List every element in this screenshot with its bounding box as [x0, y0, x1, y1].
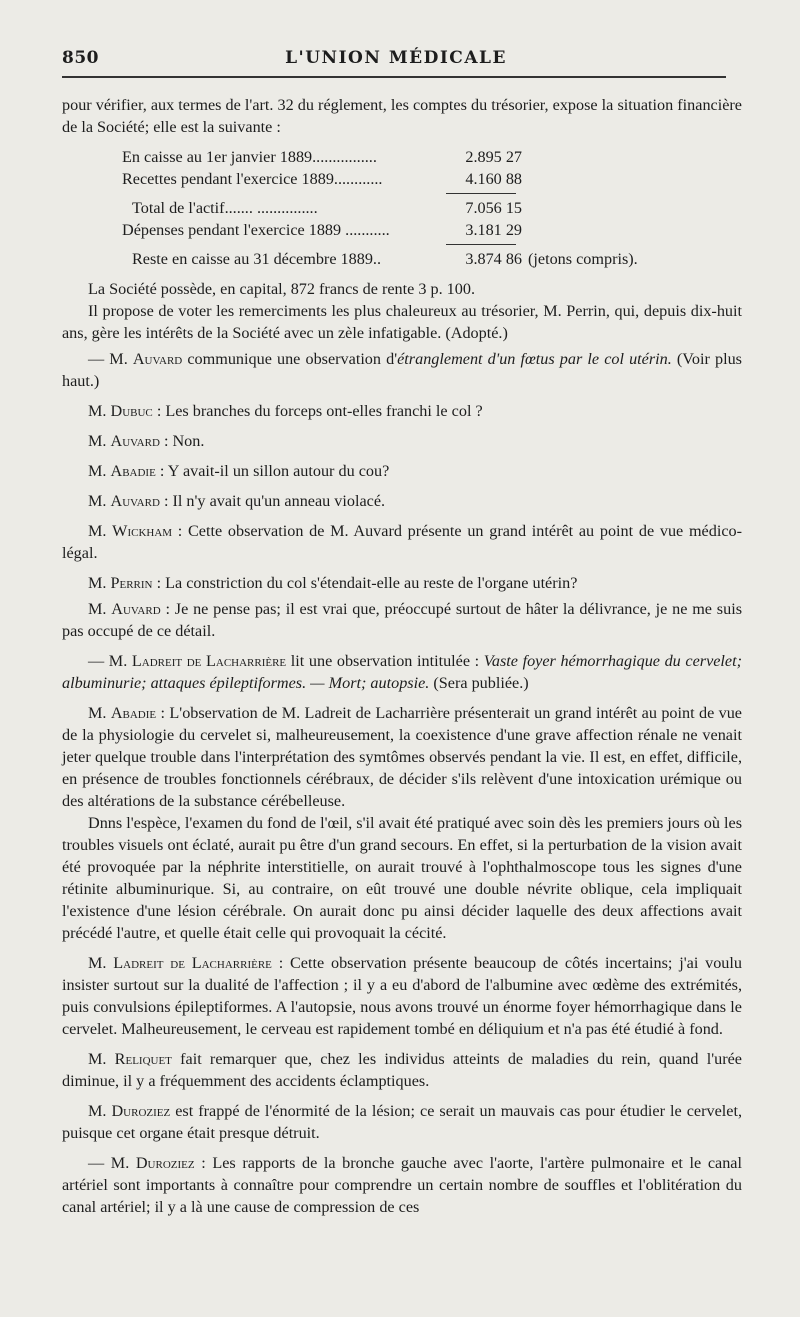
- finance-row: [62, 248, 742, 270]
- prefix-text: M.: [88, 492, 111, 510]
- paragraph-auvard-answer: [62, 490, 742, 512]
- finance-row: [62, 146, 742, 168]
- paragraph-perrin: [62, 572, 742, 594]
- speaker-name: Ladreit de Lacharrière: [113, 954, 272, 972]
- prefix-text: M.: [88, 574, 111, 592]
- paragraph-duroziez-bronche: [62, 1152, 742, 1218]
- italic-title: Vaste foyer hémorrhagique du cervelet; albuminurie; attaques épileptiformes. — Mort; autopsie.: [62, 652, 743, 692]
- running-header: [62, 44, 730, 72]
- prefix-text: — M.: [88, 1154, 136, 1172]
- paragraph-text: : Non.: [159, 432, 205, 450]
- speaker-name: Ladreit de Lacharrière: [131, 652, 287, 670]
- paragraph-text: : L'observation de M. Ladreit de Lacharrière présenterait un grand intérêt au point de vue de la physiologie du cervelet si, malheureusement, la coexistence d'une grave affection rénale ne venait jeter quelque trouble dans l'interprétation des symtômes observés pendant la vie. Il est, en effet, difficile, en présence de troubles fonctionnels cérébraux, de décider s'ils relèvent d'une intoxication urémique ou des altérations de la substance cérébelleuse.: [62, 704, 742, 810]
- paragraph-abadie-comment: [62, 702, 742, 812]
- speaker-name: Dubuc: [110, 402, 153, 420]
- speaker-name: Reliquet: [114, 1050, 172, 1068]
- speaker-name: Auvard: [132, 350, 183, 368]
- paragraph-auvard-communication: [62, 348, 742, 392]
- sum-rule: [446, 193, 516, 194]
- speaker-name: Perrin: [110, 574, 153, 592]
- paragraph-text: : Cette observation présente beaucoup de côtés incertains; j'ai voulu insister surtout sur la dualité de l'affection ; il y a eu d'abord de l'albumine avec œdème des extrémités, puis convulsions épileptiformes. A l'autopsie, nous avons trouvé un énorme foyer hémorrhagique dans le cervelet. Malheureusement, le cerveau est rapidement tombé en déliquium et n'a pas été étudié à fond.: [62, 954, 742, 1038]
- paragraph-dubuc: [62, 400, 742, 422]
- prefix-text: M.: [88, 704, 111, 722]
- paragraph-text: : Les rapports de la bronche gauche avec l'aorte, l'artère pulmonaire et le canal artériel sont importants à connaître pour comprendre un certain nombre de souffles et l'oblitération du canal artériel; il y a là une cause de compression de ces: [62, 1154, 742, 1216]
- paragraph-capital: La Société possède, en capital, 872 francs de rente 3 p. 100.: [88, 280, 476, 298]
- paragraph-auvard-reply: [62, 430, 742, 452]
- prefix-text: M.: [88, 1102, 112, 1120]
- paragraph-text: : Je ne pense pas; il est vrai que, préoccupé surtout de hâter la délivrance, je ne me suis pas occupé de ce détail.: [62, 600, 742, 640]
- paragraph-text: (Voir plus haut.): [62, 350, 742, 390]
- paragraph-abadie-question: [62, 460, 742, 482]
- finance-row: [62, 219, 742, 241]
- paragraph-text: : Il n'y avait qu'un anneau violacé.: [159, 492, 386, 510]
- italic-title: étranglement d'un fœtus par le col utérin.: [397, 350, 672, 368]
- finance-value: 3.181 29: [465, 221, 522, 239]
- paragraph-propose: Il propose de voter les remerciments les plus chaleureux au trésorier, M. Perrin, qui, depuis dix-huit ans, gère les intérêts de la Société avec un zèle infatigable. (Adopté.): [62, 302, 742, 342]
- finance-row: [62, 168, 742, 190]
- prefix-text: M.: [88, 954, 114, 972]
- paragraph-text: fait remarquer que, chez les individus atteints de maladies du rein, quand l'urée diminue, il y a fréquemment des accidents éclamptiques.: [62, 1050, 742, 1090]
- paragraph-intro: pour vérifier, aux termes de l'art. 32 du réglement, les comptes du trésorier, expose la situation financière de la Société; elle est la suivante :: [62, 96, 742, 136]
- paragraph-text: lit une observation intitulée :: [286, 652, 484, 670]
- paragraph-text: communique une observation d': [182, 350, 398, 368]
- finance-label: Reste en caisse au 31 décembre 1889..: [132, 250, 382, 268]
- paragraph-wickham: [62, 520, 742, 564]
- speaker-name: Auvard: [110, 492, 160, 510]
- prefix-text: M.: [88, 432, 111, 450]
- prefix-text: M.: [88, 600, 112, 618]
- paragraph-ladreit-observation: [62, 650, 742, 694]
- sum-rule: [446, 244, 516, 245]
- finance-label: Dépenses pendant l'exercice 1889 ...........: [122, 221, 390, 239]
- page-number: 850: [62, 48, 99, 68]
- speaker-name: Abadie: [110, 704, 157, 722]
- speaker-name: Abadie: [110, 462, 156, 480]
- header-rule: [62, 76, 726, 78]
- paragraph-text: : Les branches du forceps ont-elles franchi le col ?: [152, 402, 483, 420]
- finance-note: (jetons compris).: [528, 250, 638, 268]
- speaker-name: Auvard: [110, 432, 160, 450]
- finance-value: 7.056 15: [465, 199, 522, 217]
- finance-row: [62, 197, 742, 219]
- prefix-text: M.: [88, 462, 111, 480]
- financial-statement: [62, 146, 742, 270]
- prefix-text: M.: [88, 402, 111, 420]
- body-text: [62, 94, 742, 1218]
- paragraph-dnns: Dnns l'espèce, l'examen du fond de l'œil, s'il avait été pratiqué avec soin dès les premiers jours où les troubles visuels ont éclaté, aurait pu être d'un grand secours. En effet, si la perturbation de la vision avait été provoquée par la néphrite interstitielle, on aurait trouvé à l'ophthalmoscope tous les signes d'une rétinite albuminurique. Si, au contraire, on eût trouvé une double névrite oblique, cela impliquait l'existence d'une lésion cérébrale. On aurait donc pu ainsi décider laquelle des deux affections avait précédé l'autre, et quelle était celle qui provoquait la cécité.: [62, 814, 742, 942]
- prefix-text: M.: [88, 522, 113, 540]
- finance-label: Recettes pendant l'exercice 1889............: [122, 170, 383, 188]
- finance-value: 4.160 88: [465, 170, 522, 188]
- finance-value: 3.874 86: [465, 250, 522, 268]
- paragraph-ladreit-reply: [62, 952, 742, 1040]
- paragraph-text: (Sera publiée.): [429, 674, 529, 692]
- paragraph-text: : Cette observation de M. Auvard présente un grand intérêt au point de vue médico-légal.: [62, 522, 742, 562]
- prefix-text: M.: [88, 1050, 115, 1068]
- prefix-text: — M.: [88, 350, 133, 368]
- paragraph-text: : Y avait-il un sillon autour du cou?: [155, 462, 390, 480]
- speaker-name: Duroziez: [135, 1154, 195, 1172]
- prefix-text: — M.: [88, 652, 132, 670]
- finance-label: Total de l'actif....... ...............: [132, 199, 318, 217]
- paragraph-text: est frappé de l'énormité de la lésion; ce serait un mauvais cas pour étudier le cervelet, puisque cet organe était presque détruit.: [62, 1102, 742, 1142]
- journal-title: L'UNION MÉDICALE: [285, 48, 507, 68]
- speaker-name: Auvard: [111, 600, 161, 618]
- paragraph-reliquet: [62, 1048, 742, 1092]
- paragraph-auvard-detail: [62, 598, 742, 642]
- finance-label: En caisse au 1er janvier 1889................: [122, 148, 377, 166]
- speaker-name: Duroziez: [111, 1102, 171, 1120]
- finance-value: 2.895 27: [465, 148, 522, 166]
- paragraph-text: : La constriction du col s'étendait-elle au reste de l'organe utérin?: [152, 574, 578, 592]
- speaker-name: Wickham: [112, 522, 173, 540]
- paragraph-duroziez-lesion: [62, 1100, 742, 1144]
